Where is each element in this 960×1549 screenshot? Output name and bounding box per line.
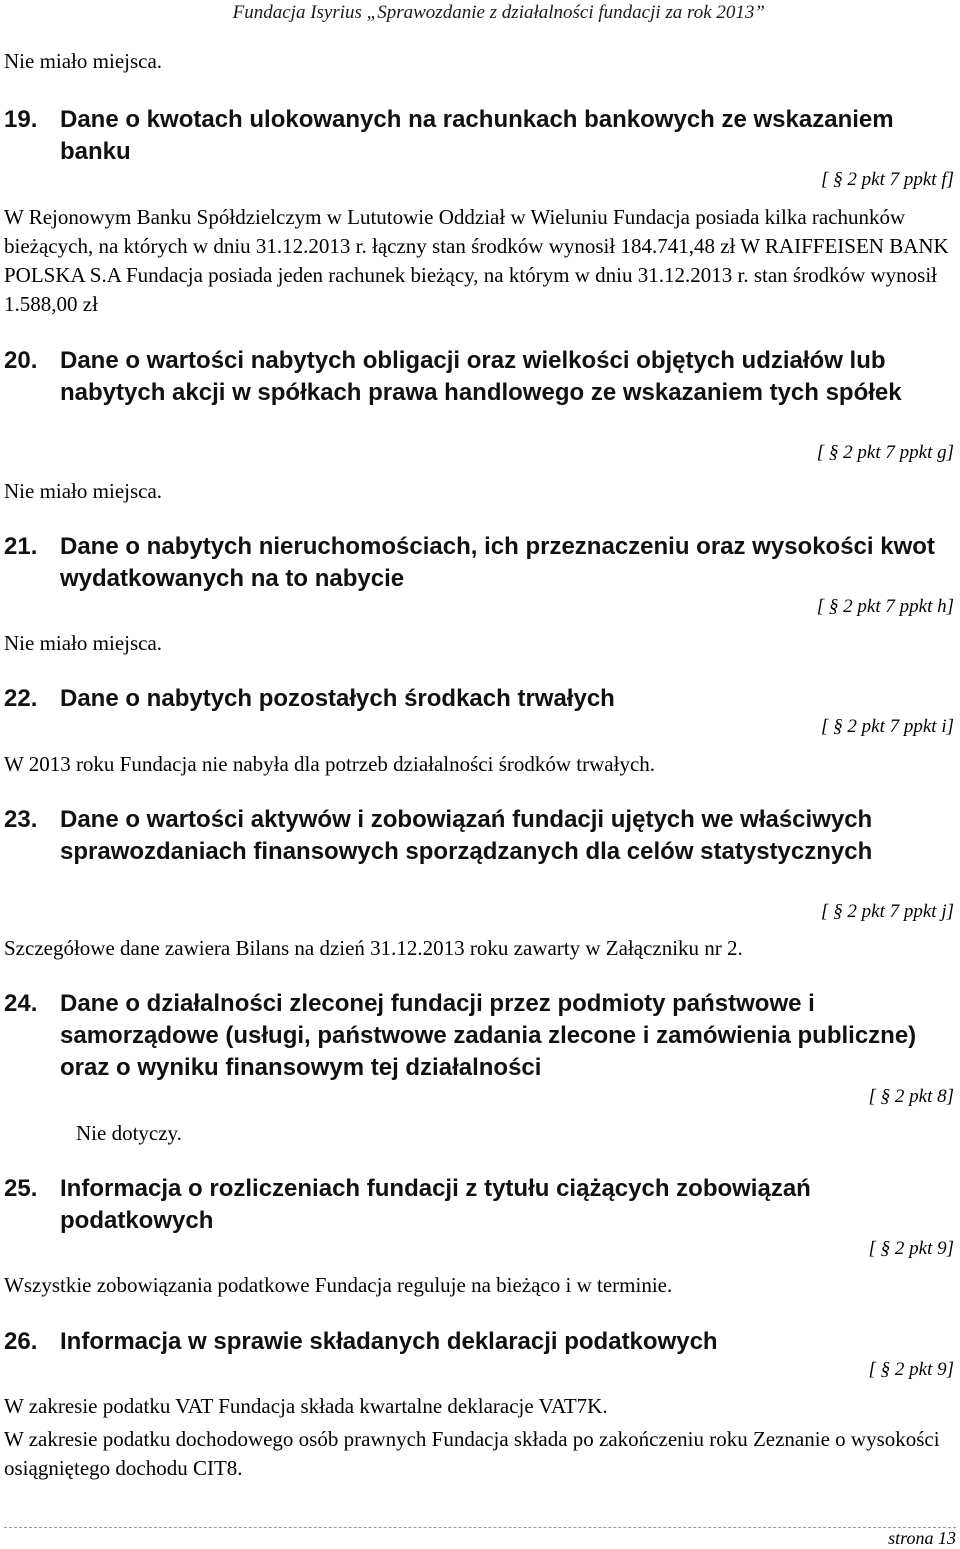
section-title: Informacja w sprawie składanych deklaracji podatkowych xyxy=(60,1328,718,1355)
section-24-body: Nie dotyczy. xyxy=(76,1121,182,1145)
legal-reference: [ § 2 pkt 7 ppkt i] xyxy=(821,716,954,737)
section-19-heading xyxy=(4,104,956,168)
section-26-heading xyxy=(4,1326,956,1358)
section-number: 23. xyxy=(4,806,38,833)
legal-reference: [ § 2 pkt 7 ppkt j] xyxy=(821,901,954,922)
section-20-heading xyxy=(4,345,956,409)
legal-reference: [ § 2 pkt 8] xyxy=(868,1086,954,1107)
section-24-heading xyxy=(4,988,956,1084)
legal-reference: [ § 2 pkt 7 ppkt f] xyxy=(821,169,954,190)
section-title: Dane o kwotach ulokowanych na rachunkach bankowych ze wskazaniem banku xyxy=(60,106,894,165)
section-20-body: Nie miało miejsca. xyxy=(4,479,163,503)
section-number: 22. xyxy=(4,685,38,712)
intro-text: Nie miało miejsca. xyxy=(4,49,163,73)
legal-reference: [ § 2 pkt 7 ppkt h] xyxy=(816,596,954,617)
section-23-heading xyxy=(4,804,956,868)
section-title: Dane o wartości aktywów i zobowiązań fundacji ujętych we właściwych sprawozdaniach finansowych sporządzanych dla celów statystycznych xyxy=(60,806,873,865)
section-number: 25. xyxy=(4,1175,38,1202)
section-number: 20. xyxy=(4,347,38,374)
section-23-body: Szczegółowe dane zawiera Bilans na dzień 31.12.2013 roku zawarty w Załączniku nr 2. xyxy=(4,936,743,960)
section-title: Dane o nabytych pozostałych środkach trwałych xyxy=(60,685,615,712)
section-26-body-2: W zakresie podatku dochodowego osób prawnych Fundacja składa po zakończeniu roku Zeznanie o wysokości osiągniętego dochodu CIT8. xyxy=(4,1427,940,1480)
section-title: Dane o działalności zleconej fundacji przez podmioty państwowe i samorządowe (usługi, państwowe zadania zlecone i zamówienia publiczne) oraz o wyniku finansowym tej działalności xyxy=(60,990,917,1081)
legal-reference: [ § 2 pkt 9] xyxy=(868,1359,954,1380)
legal-reference: [ § 2 pkt 7 ppkt g] xyxy=(816,442,954,463)
section-25-body: Wszystkie zobowiązania podatkowe Fundacja reguluje na bieżąco i w terminie. xyxy=(4,1273,673,1297)
running-header: Fundacja Isyrius „Sprawozdanie z działalności fundacji za rok 2013” xyxy=(232,2,765,23)
section-26-body: W zakresie podatku VAT Fundacja składa kwartalne deklaracje VAT7K. xyxy=(4,1394,608,1418)
footer-divider xyxy=(4,1527,956,1528)
section-19-body: W Rejonowym Banku Spółdzielczym w Lututowie Oddział w Wieluniu Fundacja posiada kilka rachunków bieżących, na których w dniu 31.12.2013 r. łączny stan środków wynosił 184.741,48 zł W RAIFFEISEN BANK POLSKA S.A Fundacja posiada jeden rachunek bieżący, na którym w dniu 31.12.2013 r. stan środków wynosił 1.588,00 zł xyxy=(4,205,949,316)
section-title: Dane o nabytych nieruchomościach, ich przeznaczeniu oraz wysokości kwot wydatkowanych na to nabycie xyxy=(60,533,935,592)
page-number: strona 13 xyxy=(888,1528,956,1548)
section-21-body: Nie miało miejsca. xyxy=(4,631,163,655)
section-number: 26. xyxy=(4,1328,38,1355)
legal-reference: [ § 2 pkt 9] xyxy=(868,1238,954,1259)
section-title: Dane o wartości nabytych obligacji oraz wielkości objętych udziałów lub nabytych akcji w spółkach prawa handlowego ze wskazaniem tych spółek xyxy=(60,347,902,406)
section-22-body: W 2013 roku Fundacja nie nabyła dla potrzeb działalności środków trwałych. xyxy=(4,752,656,776)
section-number: 24. xyxy=(4,990,38,1017)
section-number: 21. xyxy=(4,533,38,560)
section-21-heading xyxy=(4,531,956,595)
section-22-heading xyxy=(4,683,956,715)
section-title: Informacja o rozliczeniach fundacji z tytułu ciążących zobowiązań podatkowych xyxy=(60,1175,811,1234)
section-number: 19. xyxy=(4,106,38,133)
section-25-heading xyxy=(4,1173,956,1237)
